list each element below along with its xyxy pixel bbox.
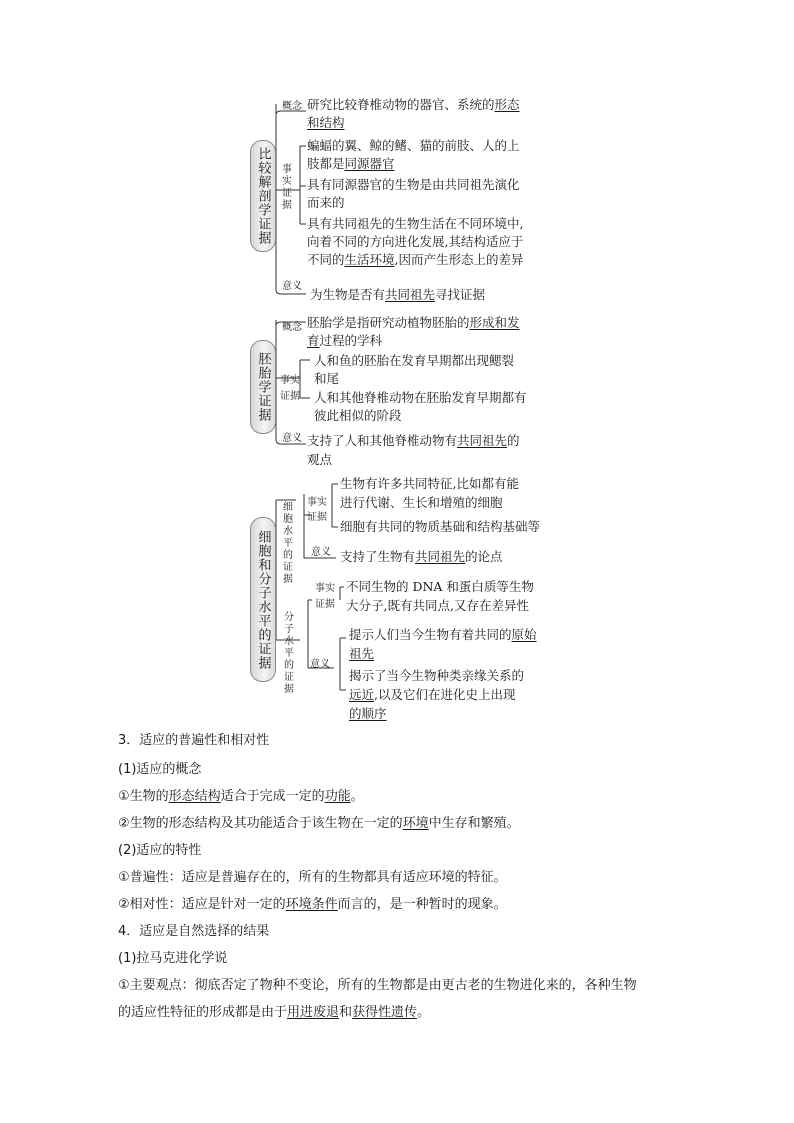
cell-fact-label-1: 事实 — [307, 497, 327, 508]
anatomy-concept-part: 研究比较脊椎动物的器官、系统的 — [307, 97, 495, 112]
cell-fact-label-2: 证据 — [307, 512, 327, 523]
subheading-1: (1)适应的概念 — [118, 762, 202, 777]
paragraph-4 — [118, 895, 507, 915]
embryo-fact2-line2: 彼此相似的阶段 — [314, 408, 402, 423]
anatomy-fact1-part: 肢都是 — [307, 156, 345, 171]
embryo-meaning-part-a: 支持了人和其他脊椎动物有 — [307, 433, 458, 448]
embryo-meaning-part-b: 的 — [507, 433, 520, 448]
mol-meaning2-part: ,以及它们在进化史上出现 — [374, 687, 516, 702]
anatomy-concept-line2 — [307, 114, 345, 132]
anatomy-concept-underlined-2: 和结构 — [307, 115, 345, 130]
cell-meaning-text — [340, 548, 503, 566]
anatomy-meaning-part-b: 寻找证据 — [435, 287, 486, 302]
mol-meaning2-underlined-2: 的顺序 — [349, 706, 387, 721]
p4-underlined: 环境条件 — [285, 897, 338, 912]
embryo-concept-underlined-2: 育 — [307, 333, 320, 348]
anatomy-title: 比较解剖学证据 — [255, 147, 271, 245]
p1-part-b: 适合于完成一定的 — [220, 789, 325, 804]
anatomy-fact3-part-b: ,因而产生形态上的差异 — [394, 252, 524, 267]
embryo-concept-underlined: 形成和发 — [469, 315, 520, 330]
cell-fact1-line1: 生物有许多共同特征,比如都有能 — [340, 476, 519, 491]
anatomy-concept-label: 概念 — [282, 101, 302, 112]
anatomy-concept-text — [307, 96, 520, 114]
mol-meaning2-line1: 揭示了当今生物种类亲缘关系的 — [349, 668, 525, 683]
cell-fact1-line2: 进行代谢、生长和增殖的细胞 — [340, 495, 503, 510]
mol-meaning1-part: 提示人们当今生物有着共同的 — [349, 627, 512, 642]
embryo-fact-label-2: 证据 — [280, 391, 300, 402]
embryo-concept-label: 概念 — [282, 322, 302, 333]
embryo-fact-label-1: 事实 — [280, 375, 300, 386]
mol-meaning1-underlined: 原始 — [511, 627, 537, 642]
mol-fact-line1: 不同生物的 DNA 和蛋白质等生物 — [346, 579, 534, 594]
anatomy-meaning-label: 意义 — [282, 281, 302, 292]
anatomy-fact3-underlined: 生活环境 — [344, 252, 395, 267]
p2-part-b: 中生存和繁殖。 — [428, 816, 520, 831]
embryo-meaning-line2: 观点 — [307, 452, 333, 467]
mol-meaning1-line1 — [349, 626, 537, 644]
mol-meaning2-line3 — [349, 705, 387, 723]
embryo-meaning-underlined: 共同祖先 — [457, 433, 508, 448]
p1-underlined-2: 功能 — [324, 789, 351, 804]
p4-part-b: 而言的，是一种暂时的现象。 — [337, 897, 507, 912]
anatomy-meaning-text — [310, 286, 485, 304]
embryo-meaning-line1 — [307, 432, 520, 450]
cell-title: 细胞和分子水平的证据 — [255, 529, 271, 670]
embryo-title-box — [250, 340, 276, 434]
p2-part-a: ②生物的形态结构及其功能适合于该生物在一定的 — [118, 816, 403, 831]
anatomy-title-box — [250, 140, 276, 252]
cell-meaning-part-a: 支持了生物有 — [340, 549, 416, 564]
mol-meaning-label: 意义 — [310, 659, 330, 670]
p1-underlined-1: 形态结构 — [168, 789, 221, 804]
p1-part-c: 。 — [350, 789, 364, 804]
p2-underlined: 环境 — [402, 816, 429, 831]
mol-fact-label-2: 证据 — [315, 599, 335, 610]
embryo-fact2-line1: 人和其他脊椎动物在胚胎发育早期都有 — [314, 390, 527, 405]
embryo-concept-part-b: 过程的学科 — [319, 333, 383, 348]
subheading-3: (1)拉马克进化学说 — [118, 951, 228, 966]
anatomy-meaning-underlined: 共同祖先 — [385, 287, 436, 302]
paragraph-5: ①主要观点：彻底否定了物种不变论，所有的生物都是由更古老的生物进化来的，各种生物 — [118, 978, 637, 993]
embryo-fact1-line2: 和尾 — [314, 371, 340, 386]
anatomy-fact1-line2 — [307, 155, 395, 173]
anatomy-fact3-part-a: 不同的 — [307, 252, 345, 267]
cell-meaning-underlined: 共同祖先 — [415, 549, 466, 564]
embryo-concept-line1 — [307, 314, 520, 332]
cell-title-box — [250, 517, 276, 682]
paragraph-3: ①普遍性：适应是普遍存在的，所有的生物都具有适应环境的特征。 — [118, 870, 507, 885]
embryo-fact1-line1: 人和鱼的胚胎在发育早期都出现鳃裂 — [314, 353, 515, 368]
anatomy-fact3-line2: 向着不同的方向进化发展,其结构适应于 — [307, 234, 524, 249]
mol-fact-line2: 大分子,既有共同点,又存在差异性 — [346, 598, 529, 613]
anatomy-fact1-underlined: 同源器官 — [344, 156, 395, 171]
cell-meaning-part-b: 的论点 — [465, 549, 503, 564]
mol-fact-label-1: 事实 — [315, 583, 335, 594]
cell-meaning-label: 意义 — [311, 547, 331, 558]
anatomy-fact2-line1: 具有同源器官的生物是由共同祖先演化 — [307, 177, 520, 192]
anatomy-fact1-line1: 蝙蝠的翼、鲸的鳍、猫的前肢、人的上 — [307, 138, 520, 153]
heading-4: 4．适应是自然选择的结果 — [118, 924, 270, 939]
mol-meaning1-line2 — [349, 645, 374, 663]
anatomy-meaning-part-a: 为生物是否有 — [310, 287, 386, 302]
anatomy-fact3-line1: 具有共同祖先的生物生活在不同环境中, — [307, 216, 524, 231]
cell-fact2: 细胞有共同的物质基础和结构基础等 — [340, 519, 541, 534]
p6-part-a: 的适应性特征的形成都是由于 — [118, 1005, 288, 1020]
embryo-meaning-label: 意义 — [282, 433, 302, 444]
p1-part-a: ①生物的 — [118, 789, 169, 804]
embryo-concept-line2 — [307, 332, 382, 350]
embryo-concept-part: 胚胎学是指研究动植物胚胎的 — [307, 315, 470, 330]
p6-underlined-2: 获得性遗传 — [352, 1005, 418, 1020]
mol-meaning2-line2 — [349, 686, 516, 704]
anatomy-fact-label: 事实证据 — [282, 164, 292, 211]
mol-meaning1-underlined-2: 祖先 — [349, 646, 375, 661]
p6-underlined-1: 用进废退 — [287, 1005, 340, 1020]
paragraph-6 — [118, 1003, 430, 1023]
p4-part-a: ②相对性：适应是针对一定的 — [118, 897, 286, 912]
paragraph-1 — [118, 787, 364, 807]
mol-level-label: 分子水平的证据 — [284, 612, 294, 695]
anatomy-concept-underlined: 形态 — [494, 97, 520, 112]
heading-3: 3．适应的普遍性和相对性 — [118, 733, 270, 748]
anatomy-fact3-line3 — [307, 251, 524, 269]
subheading-2: (2)适应的特性 — [118, 843, 202, 858]
cell-level-label: 细胞水平的证据 — [283, 502, 293, 585]
embryo-title: 胚胎学证据 — [255, 352, 271, 422]
anatomy-fact2-line2: 而来的 — [307, 195, 345, 210]
p6-part-c: 。 — [417, 1005, 431, 1020]
paragraph-2 — [118, 814, 520, 834]
p6-part-b: 和 — [339, 1005, 353, 1020]
mol-meaning2-underlined: 远近 — [349, 687, 375, 702]
